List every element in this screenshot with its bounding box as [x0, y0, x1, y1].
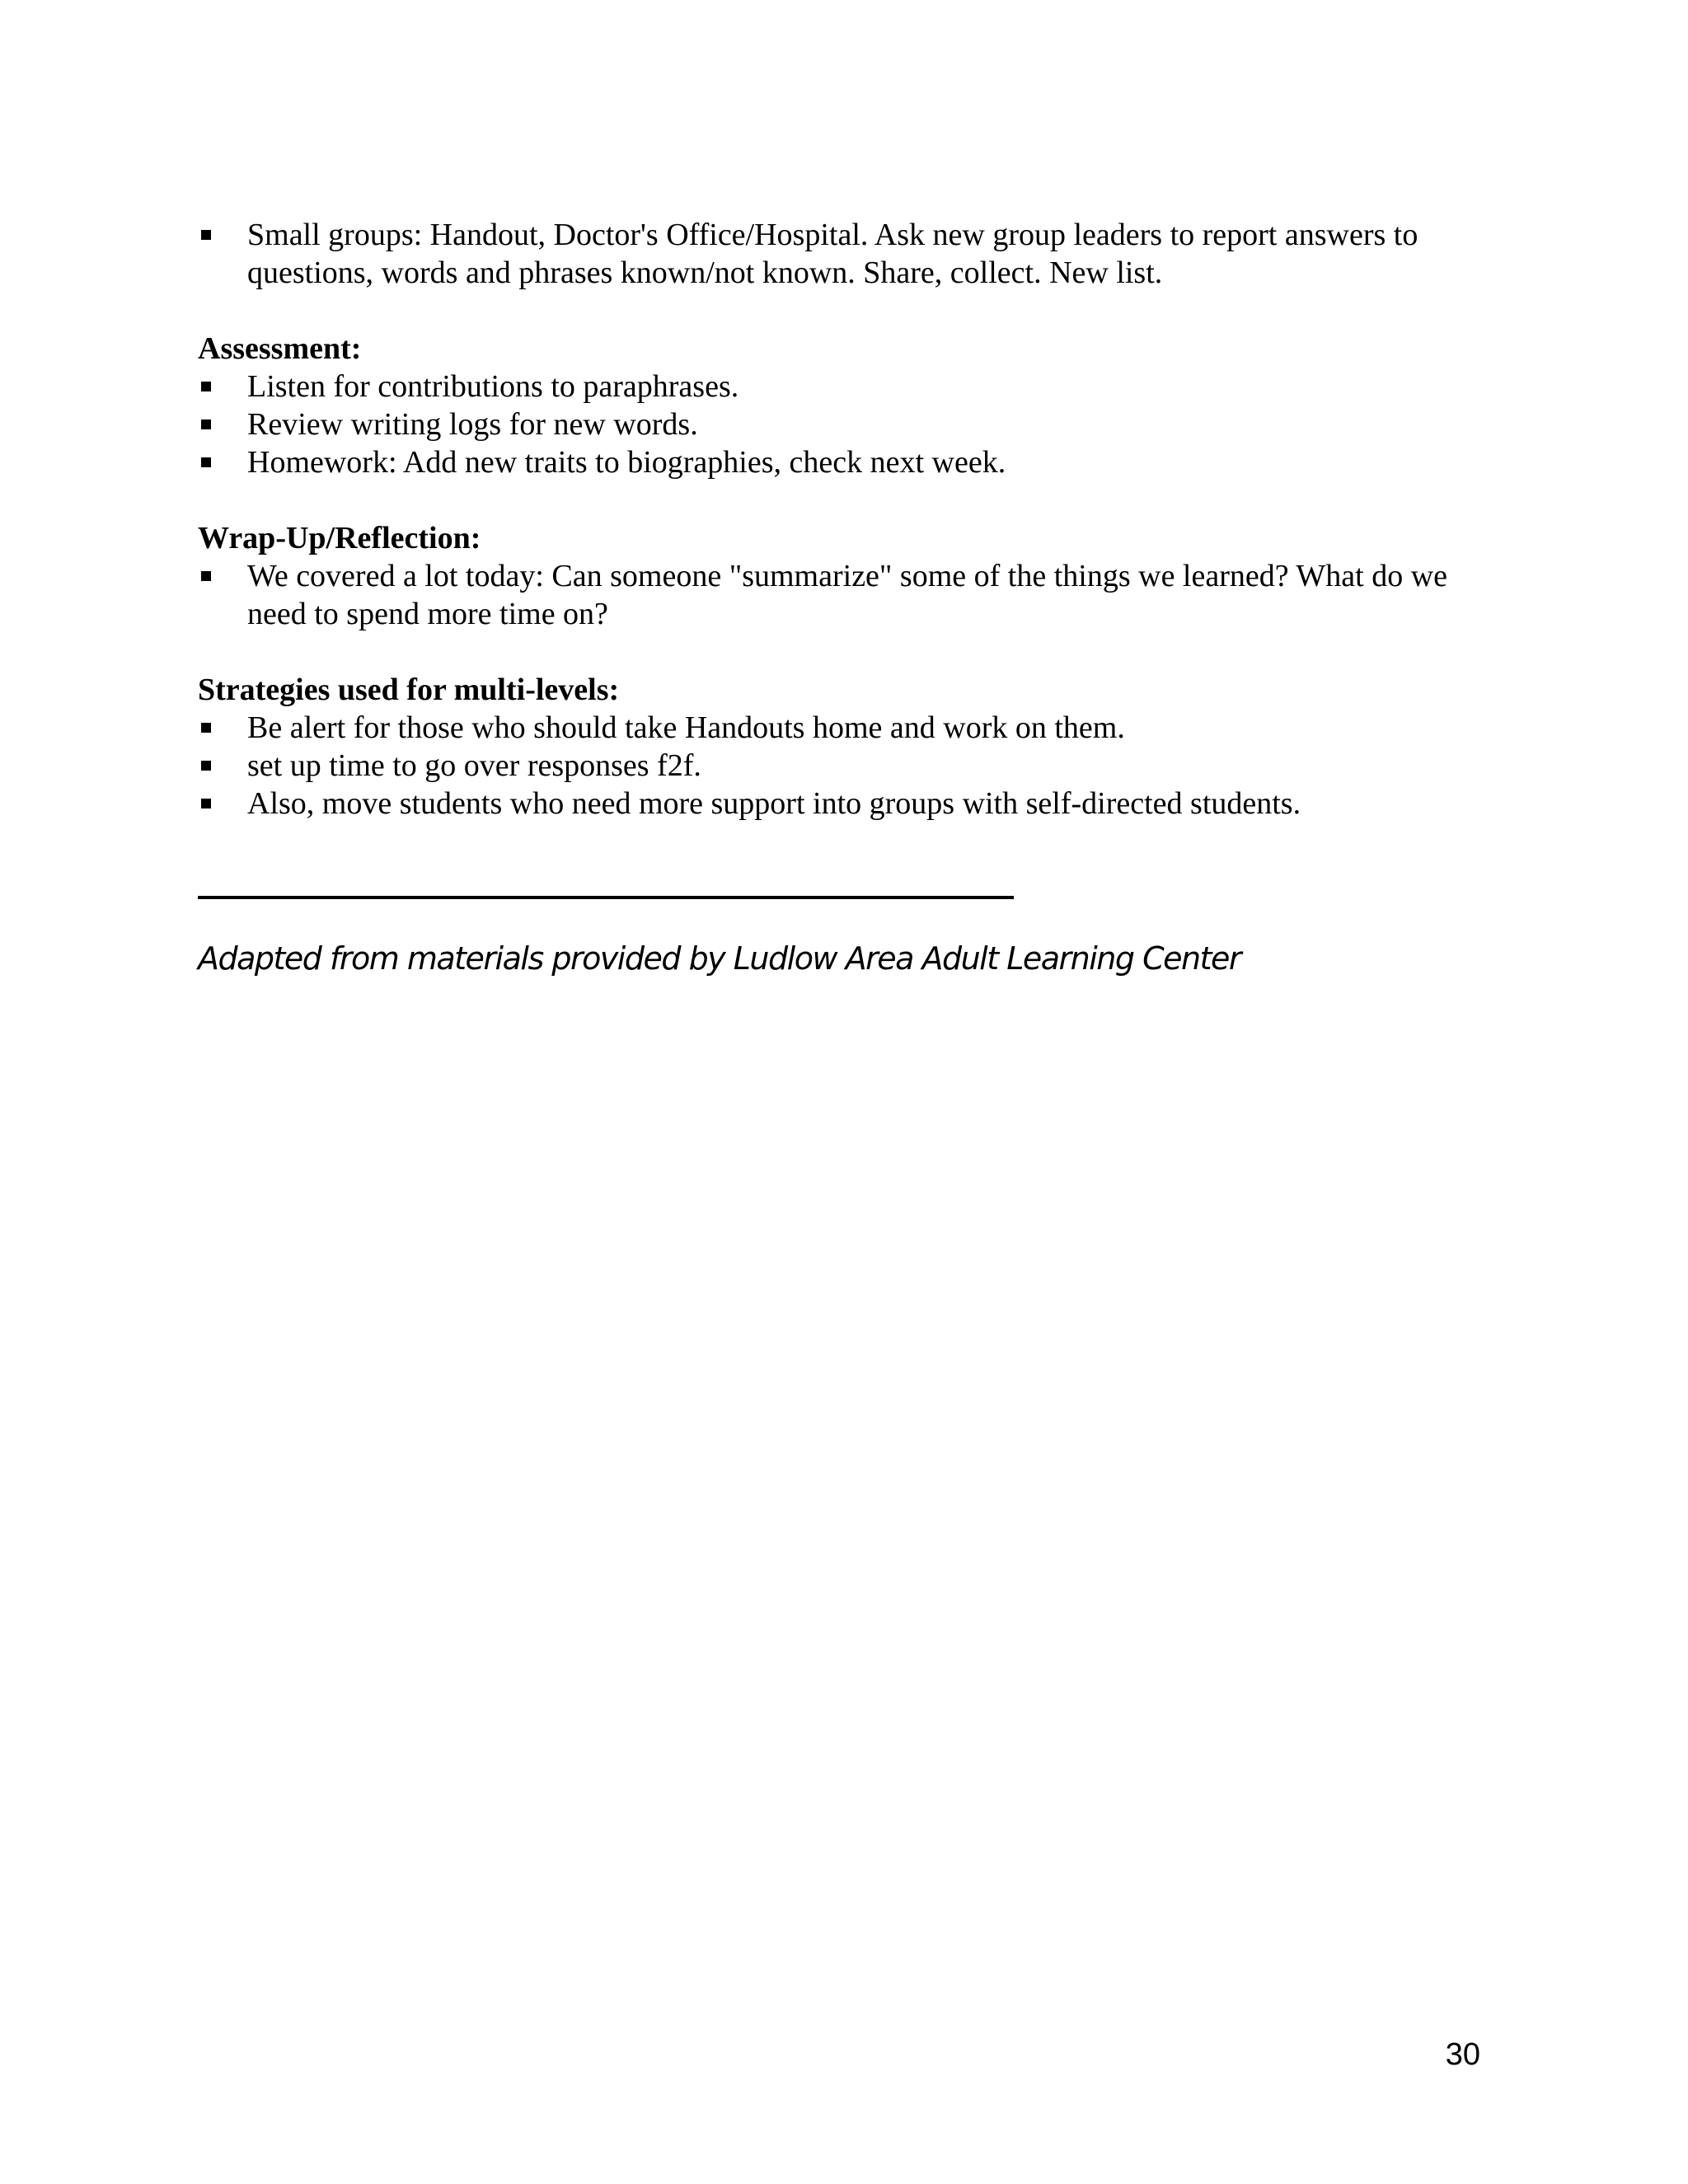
- strategies-heading: Strategies used for multi-levels:: [198, 673, 620, 707]
- strategies-list: [198, 709, 1500, 823]
- list-item-text: Be alert for those who should take Handouts home and work on them.: [247, 710, 1125, 745]
- strategies-section: [198, 671, 1500, 823]
- square-bullet-icon: [201, 230, 211, 240]
- intro-list: [198, 216, 1500, 292]
- wrapup-list: [198, 557, 1500, 633]
- list-item: [198, 405, 1500, 443]
- list-item-text: Homework: Add new traits to biographies, check next week.: [247, 445, 1006, 480]
- list-item: [198, 557, 1500, 633]
- credit-line: Adapted from materials provided by Ludlow Area Adult Learning Center: [198, 940, 1240, 977]
- square-bullet-icon: [201, 382, 211, 391]
- square-bullet-icon: [201, 419, 211, 429]
- square-bullet-icon: [201, 723, 211, 733]
- wrapup-heading: Wrap-Up/Reflection:: [198, 521, 481, 555]
- list-item: [198, 785, 1500, 823]
- assessment-list: [198, 368, 1500, 481]
- list-item: [198, 709, 1500, 747]
- horizontal-rule: [198, 896, 1014, 899]
- square-bullet-icon: [201, 761, 211, 771]
- assessment-heading: Assessment:: [198, 331, 362, 366]
- page-number: 30: [1445, 2037, 1480, 2072]
- list-item-text: set up time to go over responses f2f.: [247, 748, 701, 783]
- wrapup-section: [198, 519, 1500, 633]
- list-item: [198, 368, 1500, 405]
- square-bullet-icon: [201, 799, 211, 808]
- list-item-text: Listen for contributions to paraphrases.: [247, 369, 739, 404]
- list-item: [198, 443, 1500, 481]
- list-item-text: Small groups: Handout, Doctor's Office/Hospital. Ask new group leaders to report answers to questions, words and phrases known/not known. Share, collect. New list.: [247, 218, 1418, 290]
- page-content: [198, 216, 1500, 823]
- list-item: [198, 747, 1500, 785]
- square-bullet-icon: [201, 457, 211, 467]
- list-item-text: We covered a lot today: Can someone "summarize" some of the things we learned? What do we need to spend more time on?: [247, 559, 1448, 631]
- assessment-section: [198, 330, 1500, 481]
- list-item-text: Review writing logs for new words.: [247, 407, 698, 442]
- list-item: [198, 216, 1500, 292]
- list-item-text: Also, move students who need more support into groups with self-directed students.: [247, 786, 1301, 821]
- square-bullet-icon: [201, 571, 211, 581]
